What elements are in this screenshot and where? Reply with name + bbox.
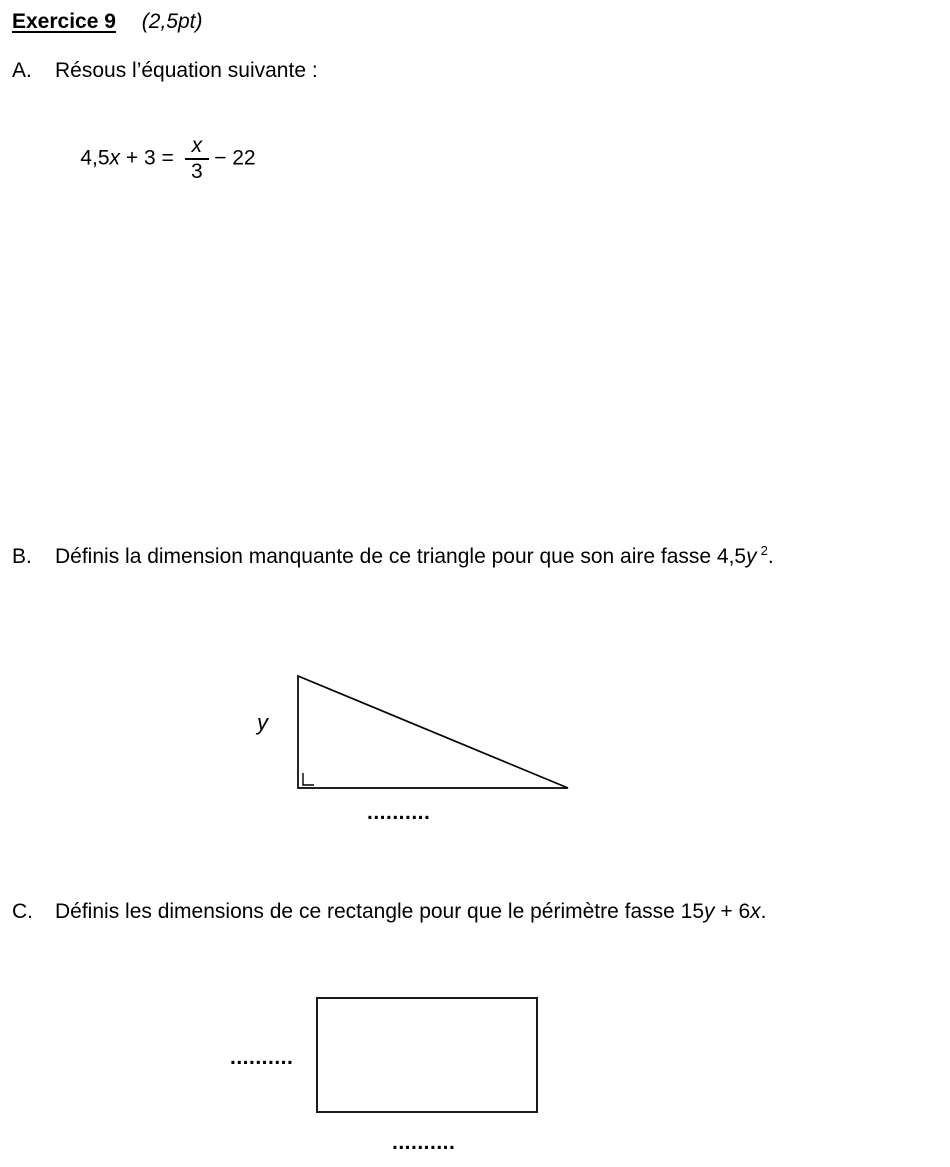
- equation-fraction: [185, 135, 210, 183]
- part-c-var-x: x: [750, 900, 761, 923]
- exercise-header: [12, 9, 202, 34]
- part-b-text: [55, 544, 774, 569]
- exercise-title: Exercice 9: [12, 10, 116, 33]
- part-c-text: [55, 899, 767, 924]
- equation-a: [57, 110, 256, 208]
- part-c-var-y: y: [704, 900, 715, 923]
- fraction-numerator: x: [185, 135, 210, 160]
- exercise-points: (2,5pt): [141, 10, 203, 33]
- triangle-shape: [298, 676, 568, 788]
- fraction-denominator: 3: [191, 160, 203, 184]
- right-angle-marker: [303, 773, 314, 785]
- part-c-prompt: [12, 899, 767, 924]
- part-a-label: A.: [12, 59, 32, 82]
- part-c-label: C.: [12, 900, 33, 923]
- part-a-prompt: [12, 58, 318, 83]
- part-b-label: B.: [12, 545, 32, 568]
- rectangle-width-blank: ..........: [392, 1131, 456, 1154]
- part-c-text-mid: + 6: [714, 900, 751, 923]
- rectangle-height-blank: ..........: [230, 1046, 294, 1069]
- equation-var-x: x: [109, 146, 121, 170]
- part-b-prompt: [12, 544, 774, 569]
- rectangle-figure: [316, 997, 538, 1113]
- part-b-exponent: 2: [760, 543, 768, 558]
- equation-coef: 4,5: [80, 146, 110, 170]
- triangle-height-label: y: [257, 710, 268, 735]
- equation-tail: − 22: [214, 146, 256, 170]
- part-b-var-y: y: [746, 545, 757, 568]
- part-c-text-before: Définis les dimensions de ce rectangle pour que le périmètre fasse 15: [55, 900, 705, 923]
- triangle-figure: [240, 660, 590, 805]
- triangle-base-blank: ..........: [367, 801, 431, 824]
- equation-mid: + 3 =: [120, 146, 180, 170]
- part-b-text-before: Définis la dimension manquante de ce triangle pour que son aire fasse 4,5: [55, 545, 747, 568]
- part-c-text-end: .: [760, 900, 767, 923]
- part-a-text: Résous l’équation suivante :: [55, 59, 318, 82]
- part-b-text-end: .: [767, 545, 774, 568]
